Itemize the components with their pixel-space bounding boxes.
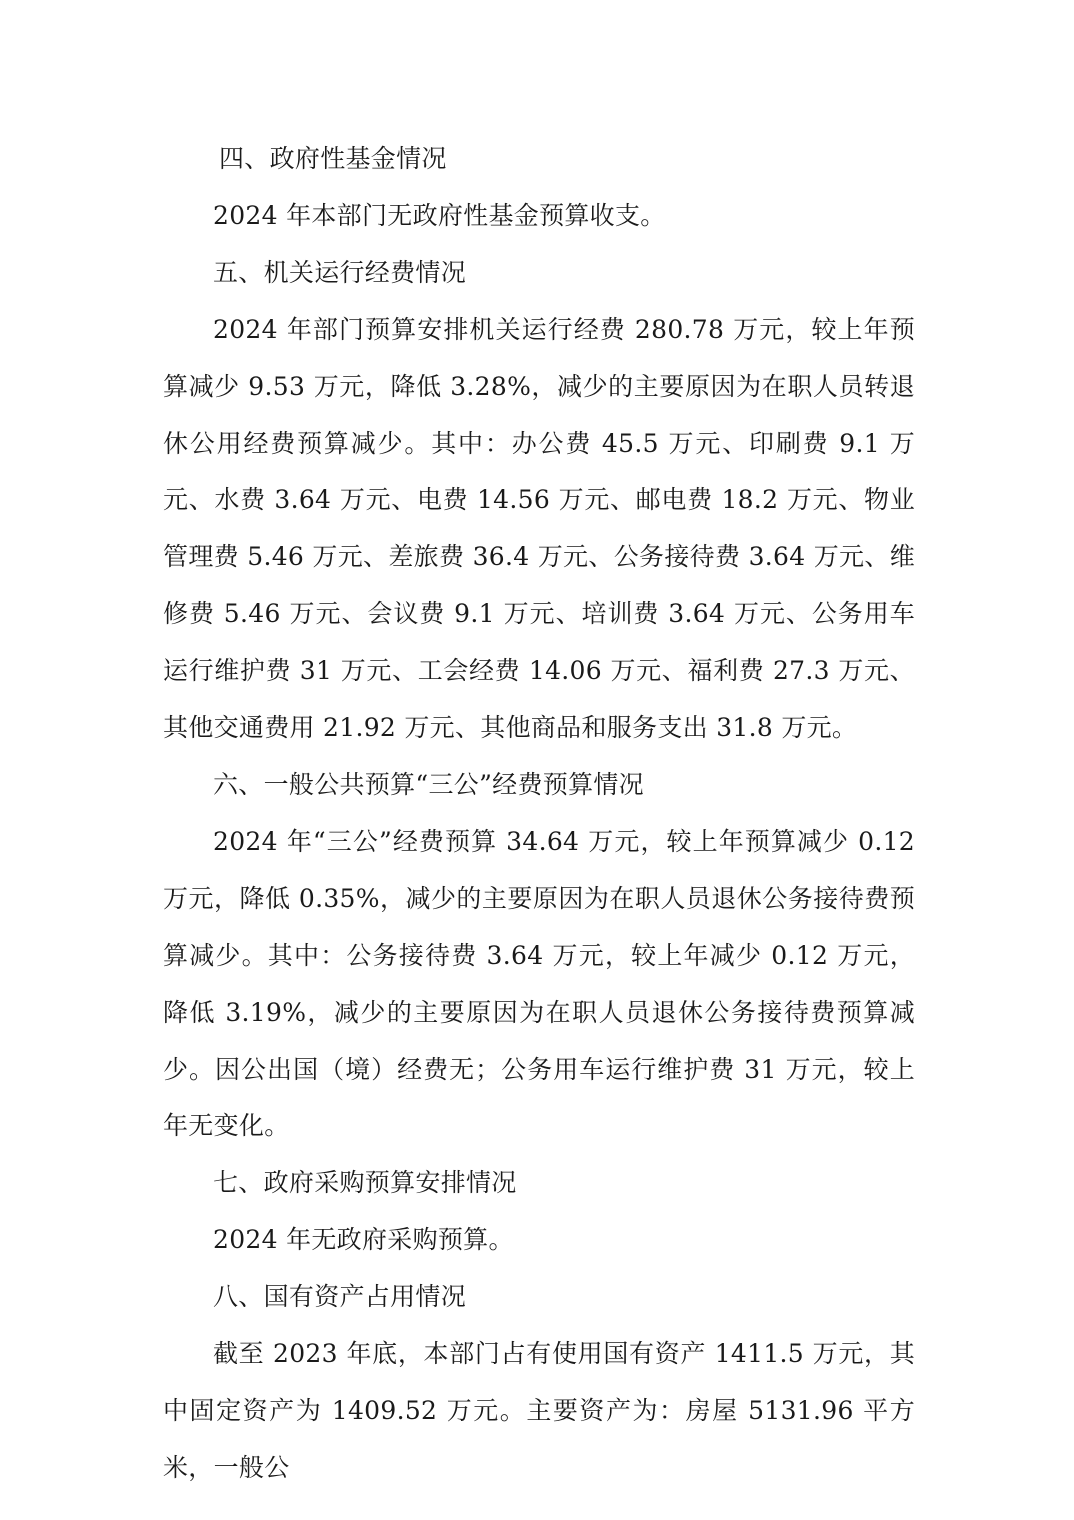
paragraph-three-public-expenses: 2024 年“三公”经费预算 34.64 万元，较上年预算减少 0.12 万元，降低 0.35%，减少的主要原因为在职人员退休公务接待费预算减少。其中：公务接待费 3.64 万元，较上年减少 0.12 万元，降低 3.19%，减少的主要原因为在职人员退休公务接待费预算减少。因公出国（境）经费无；公务用车运行维护费 31 万元，较上年无变化。 <box>163 826 915 1141</box>
section-heading-government-funds: 四、政府性基金情况 <box>219 144 447 173</box>
paragraph-procurement: 2024 年无政府采购预算。 <box>213 1225 514 1255</box>
section-heading-operating-expenses: 五、机关运行经费情况 <box>213 257 467 287</box>
section-heading-procurement: 七、政府采购预算安排情况 <box>213 1168 517 1198</box>
paragraph-government-funds: 2024 年本部门无政府性基金预算收支。 <box>213 200 666 230</box>
paragraph-operating-expenses: 2024 年部门预算安排机关运行经费 280.78 万元，较上年预算减少 9.53 万元，降低 3.28%，减少的主要原因为在职人员转退休公用经费预算减少。其中：办公费 45.5 万元、印刷费 9.1 万元、水费 3.64 万元、电费 14.56 万元、邮电费 18.2 万元、物业管理费 5.46 万元、差旅费 36.4 万元、公务接待费 3.64 万元、维修费 5.46 万元、会议费 9.1 万元、培训费 3.64 万元、公务用车运行维护费 31 万元、工会经费 14.06 万元、福利费 27.3 万元、其他交通费用 21.92 万元、其他商品和服务支出 31.8 万元。 <box>163 314 915 743</box>
section-heading-three-public-expenses: 六、一般公共预算“三公”经费预算情况 <box>213 769 644 799</box>
document-body <box>163 131 915 1497</box>
section-heading-state-assets: 八、国有资产占用情况 <box>213 1282 467 1312</box>
paragraph-state-assets: 截至 2023 年底，本部门占有使用国有资产 1411.5 万元，其中固定资产为 1409.52 万元。主要资产为：房屋 5131.96 平方米，一般公 <box>163 1339 915 1482</box>
